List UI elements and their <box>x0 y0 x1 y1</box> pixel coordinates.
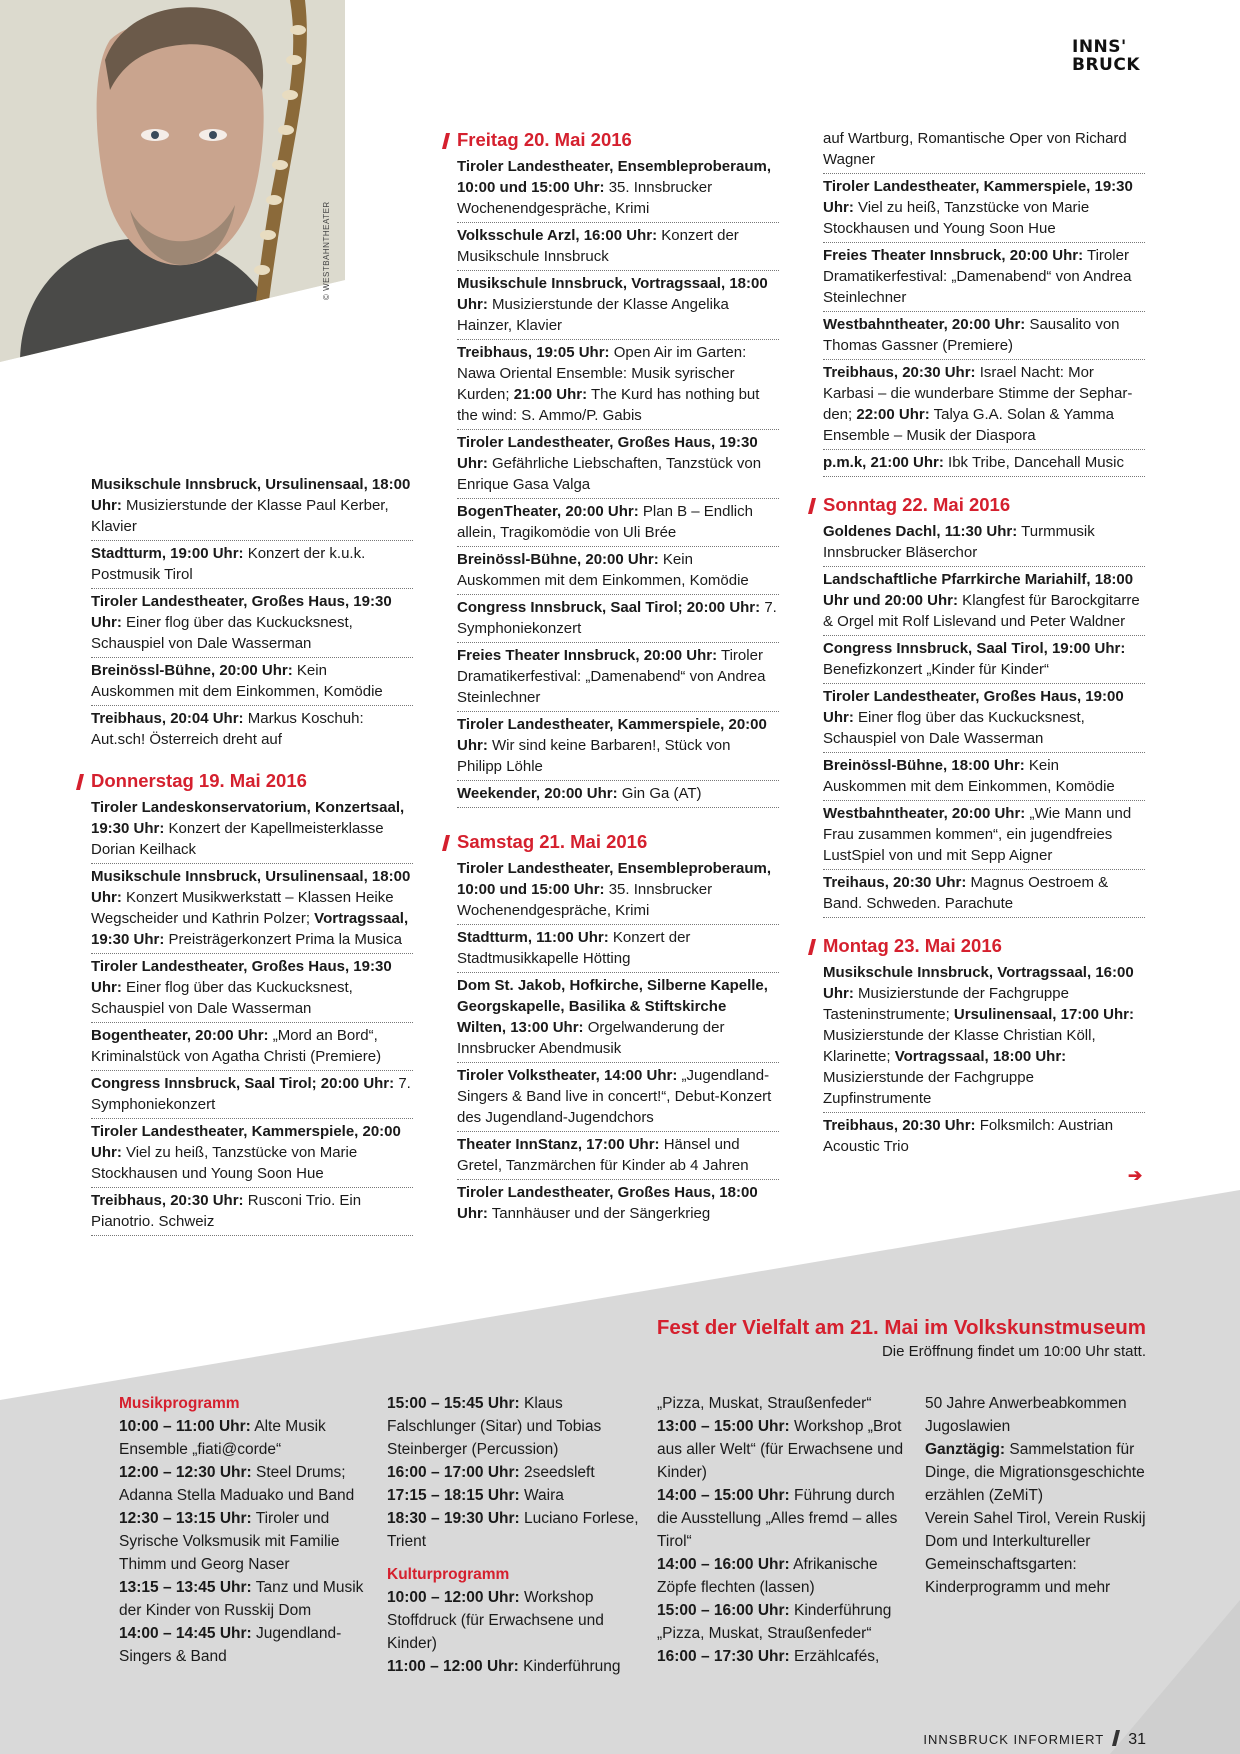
portrait-photo <box>0 0 345 362</box>
event-entry: Tiroler Landestheater, Kammerspiele, 20:00 Uhr: Viel zu heiß, Tanzstücke von Marie Stockhausen und Young Soon Hue <box>91 1119 413 1188</box>
program-item: 13:00 – 15:00 Uhr: Workshop „Brot aus aller Welt“ (für Erwachsene und Kinder) <box>657 1418 904 1481</box>
event-entry: Congress Innsbruck, Saal Tirol; 20:00 Uhr: 7. Symphoniekonzert <box>457 595 779 643</box>
program-item: 12:30 – 13:15 Uhr: Tiroler und Syrische Volksmusik mit Familie Thimm und Georg Naser <box>119 1510 340 1573</box>
fest-column-3 <box>657 1392 917 1668</box>
program-item: „Pizza, Muskat, Straußenfeder“ <box>657 1395 872 1412</box>
event-column-2 <box>457 128 779 1227</box>
event-entry: Treibhaus, 20:04 Uhr: Markus Koschuh: Aut.sch! Österreich dreht auf <box>91 710 364 748</box>
program-item: 12:00 – 12:30 Uhr: Steel Drums; Adanna Stella Maduako und Band <box>119 1464 355 1504</box>
program-item: 11:00 – 12:00 Uhr: Kinderführung <box>387 1658 621 1675</box>
program-item: 14:00 – 15:00 Uhr: Führung durch die Ausstellung „Alles fremd – alles Tirol“ <box>657 1487 898 1550</box>
program-item: 18:30 – 19:30 Uhr: Luciano Forlese, Trient <box>387 1510 639 1550</box>
event-entry: Musikschule Innsbruck, Vortragssaal, 16:00 Uhr: Musizierstunde der Fachgruppe Tasteninstrumente; Ursulinensaal, 17:00 Uhr: Musizierstunde der Klasse Christian Köll, Klarinette; Vortragssaal, 18:00 Uhr: Musizierstunde der Fachgruppe Zupfinstrumente <box>823 960 1145 1113</box>
event-entry: auf Wartburg, Romantische Oper von Richard Wagner <box>823 126 1145 174</box>
event-entry: Musikschule Innsbruck, Vortragssaal, 18:00 Uhr: Musizierstunde der Klasse Angelika Hainzer, Klavier <box>457 271 779 340</box>
day-heading-friday: Freitag 20. Mai 2016 <box>444 128 779 152</box>
event-entry: Tiroler Landestheater, Kammerspiele, 20:00 Uhr: Wir sind keine Barbaren!, Stück von Philipp Löhle <box>457 712 779 781</box>
event-entry: Treihaus, 20:30 Uhr: Magnus Oestroem & Band. Schweden. Parachute <box>823 870 1145 918</box>
event-entry: Weekender, 20:00 Uhr: Gin Ga (AT) <box>457 781 779 808</box>
event-entry: Treibhaus, 20:30 Uhr: Rusconi Trio. Ein Pianotrio. Schweiz <box>91 1188 413 1236</box>
program-item: 10:00 – 12:00 Uhr: Workshop Stoffdruck (für Erwachsene und Kinder) <box>387 1589 604 1652</box>
event-entry: p.m.k, 21:00 Uhr: Ibk Tribe, Dancehall Music <box>823 450 1145 477</box>
event-entry: Treibhaus, 20:30 Uhr: Folksmilch: Austrian Acoustic Trio <box>823 1117 1114 1155</box>
section-heading-culture: Kulturprogramm <box>387 1566 510 1583</box>
event-entry: Musikschule Innsbruck, Ursulinensaal, 18:00 Uhr: Konzert Musikwerkstatt – Klassen Heike Wegscheider und Kathrin Polzer; Vortragssaal, 19:30 Uhr: Preisträgerkonzert Prima la Musica <box>91 864 413 954</box>
program-item: 13:15 – 13:45 Uhr: Tanz und Musik der Kinder von Russkij Dom <box>119 1579 364 1619</box>
event-entry: Freies Theater Innsbruck, 20:00 Uhr: Tiroler Dramatikerfestival: „Damenabend“ von Andrea Steinlechner <box>457 643 779 712</box>
event-entry: Tiroler Landestheater, Großes Haus, 19:00 Uhr: Einer flog über das Kuckucksnest, Schauspiel von Dale Wasserman <box>823 684 1145 753</box>
event-entry: Breinössl-Bühne, 20:00 Uhr: Kein Auskommen mit dem Einkommen, Komödie <box>91 658 413 706</box>
program-item: 15:00 – 16:00 Uhr: Kinderführung „Pizza, Muskat, Straußenfeder“ <box>657 1602 892 1642</box>
event-entry: Tiroler Landestheater, Ensembleproberaum, 10:00 und 15:00 Uhr: 35. Innsbrucker Wochenendgespräche, Krimi <box>457 154 779 223</box>
event-entry: Tiroler Volkstheater, 14:00 Uhr: „Jugendland-Singers & Band live in concert!“, Debut-Konzert des Jugendland-Jugendchors <box>457 1063 779 1132</box>
page-footer <box>923 1730 1146 1749</box>
event-entry: Treibhaus, 20:30 Uhr: Israel Nacht: Mor Karbasi – die wunderbare Stimme der Sepharden; 22:00 Uhr: Talya G.A. Solan & Yamma Ensemble – Musik der Diaspora <box>823 360 1145 450</box>
program-item: Verein Sahel Tirol, Verein Ruskij Dom und Interkultureller Gemeinschaftsgarten: Kinderprogramm und mehr <box>925 1510 1146 1596</box>
program-item: 17:15 – 18:15 Uhr: Waira <box>387 1487 564 1504</box>
event-entry: Dom St. Jakob, Hofkirche, Silberne Kapelle, Georgskapelle, Basilika & Stiftskirche Wilten, 13:00 Uhr: Orgelwanderung der Innsbrucker Abendmusik <box>457 973 779 1063</box>
event-entry: Tiroler Landestheater, Großes Haus, 18:00 Uhr: Tannhäuser und der Sängerkrieg <box>457 1184 758 1222</box>
program-item: 16:00 – 17:00 Uhr: 2seedsleft <box>387 1464 595 1481</box>
program-item: 50 Jahre Anwerbeabkommen Jugoslawien <box>925 1395 1127 1435</box>
section-heading-music: Musikprogramm <box>119 1395 240 1412</box>
event-entry: Bogentheater, 20:00 Uhr: „Mord an Bord“, Kriminalstück von Agatha Christi (Premiere) <box>91 1023 413 1071</box>
event-entry: Tiroler Landeskonservatorium, Konzertsaal, 19:30 Uhr: Konzert der Kapellmeisterklasse Dorian Keilhack <box>91 795 413 864</box>
event-entry: Goldenes Dachl, 11:30 Uhr: Turmmusik Innsbrucker Bläserchor <box>823 519 1145 567</box>
event-entry: Westbahntheater, 20:00 Uhr: Sausalito von Thomas Gassner (Premiere) <box>823 312 1145 360</box>
event-entry: Tiroler Landestheater, Großes Haus, 19:30 Uhr: Gefährliche Liebschaften, Tanzstück von Enrique Gasa Valga <box>457 430 779 499</box>
event-entry: Westbahntheater, 20:00 Uhr: „Wie Mann und Frau zusammen kommen“, ein jugendfreies LustSpiel von und mit Sepp Aigner <box>823 801 1145 870</box>
fest-column-1 <box>119 1392 379 1668</box>
event-entry: Tiroler Landestheater, Ensembleproberaum, 10:00 und 15:00 Uhr: 35. Innsbrucker Wochenendgespräche, Krimi <box>457 856 779 925</box>
day-heading-monday: Montag 23. Mai 2016 <box>810 934 1145 958</box>
footer-label: INNSBRUCK INFORMIERT <box>923 1732 1105 1747</box>
event-entry: Musikschule Innsbruck, Ursulinensaal, 18:00 Uhr: Musizierstunde der Klasse Paul Kerber, Klavier <box>91 472 413 541</box>
event-entry: Congress Innsbruck, Saal Tirol, 19:00 Uhr: Benefizkonzert „Kinder für Kinder“ <box>823 636 1145 684</box>
event-entry: Freies Theater Innsbruck, 20:00 Uhr: Tiroler Dramatikerfestival: „Damenabend“ von Andrea Steinlechner <box>823 243 1145 312</box>
event-column-1 <box>91 472 413 1236</box>
program-item: 14:00 – 16:00 Uhr: Afrikanische Zöpfe flechten (lassen) <box>657 1556 878 1596</box>
event-entry: Stadtturm, 19:00 Uhr: Konzert der k.u.k. Postmusik Tirol <box>91 541 413 589</box>
event-entry: Treibhaus, 19:05 Uhr: Open Air im Garten: Nawa Oriental Ensemble: Musik syrischer Kurden; 21:00 Uhr: The Kurd has nothing but the wind: S. Ammo/P. Gabis <box>457 340 779 430</box>
event-entry: Breinössl-Bühne, 18:00 Uhr: Kein Auskommen mit dem Einkommen, Komödie <box>823 753 1145 801</box>
fest-column-2 <box>387 1392 647 1678</box>
footer-slash <box>1112 1730 1120 1746</box>
event-entry: Tiroler Landestheater, Großes Haus, 19:30 Uhr: Einer flog über das Kuckucksnest, Schauspiel von Dale Wasserman <box>91 589 413 658</box>
event-entry: Theater InnStanz, 17:00 Uhr: Hänsel und Gretel, Tanzmärchen für Kinder ab 4 Jahren <box>457 1132 779 1180</box>
day-heading-sunday: Sonntag 22. Mai 2016 <box>810 493 1145 517</box>
program-item: 10:00 – 11:00 Uhr: Alte Musik Ensemble „fiati@corde“ <box>119 1418 326 1458</box>
fest-column-4 <box>925 1392 1175 1599</box>
event-entry: Tiroler Landestheater, Großes Haus, 19:30 Uhr: Einer flog über das Kuckucksnest, Schauspiel von Dale Wasserman <box>91 954 413 1023</box>
event-entry: Landschaftliche Pfarrkirche Mariahilf, 18:00 Uhr und 20:00 Uhr: Klangfest für Barockgitarre & Orgel mit Rolf Lislevand und Peter Waldner <box>823 567 1145 636</box>
event-entry: Breinössl-Bühne, 20:00 Uhr: Kein Auskommen mit dem Einkommen, Komödie <box>457 547 779 595</box>
day-heading-thursday: Donnerstag 19. Mai 2016 <box>78 769 413 793</box>
program-item: Ganztägig: Sammelstation für Dinge, die Migrationsgeschichte erzählen (ZeMiT) <box>925 1441 1145 1504</box>
fest-subtitle: Die Eröffnung findet um 10:00 Uhr statt. <box>881 1343 1146 1360</box>
photo-credit: © WESTBAHNTHEATER <box>322 201 331 300</box>
logo-line1: INNS' <box>1072 37 1127 57</box>
fest-title: Fest der Vielfalt am 21. Mai im Volkskunstmuseum <box>656 1316 1146 1339</box>
program-item: 16:00 – 17:30 Uhr: Erzählcafés, <box>657 1648 880 1665</box>
innsbruck-logo[interactable] <box>1072 38 1140 74</box>
program-item: 14:00 – 14:45 Uhr: Jugendland-Singers & Band <box>119 1625 342 1665</box>
day-heading-saturday: Samstag 21. Mai 2016 <box>444 830 779 854</box>
event-entry: BogenTheater, 20:00 Uhr: Plan B – Endlich allein, Tragikomödie von Uli Brée <box>457 499 779 547</box>
program-item: 15:00 – 15:45 Uhr: Klaus Falschlunger (Sitar) und Tobias Steinberger (Percussion) <box>387 1395 602 1458</box>
event-entry: Tiroler Landestheater, Kammerspiele, 19:30 Uhr: Viel zu heiß, Tanzstücke von Marie Stockhausen und Young Soon Hue <box>823 174 1145 243</box>
continue-arrow-icon[interactable]: ➔ <box>1128 1166 1143 1185</box>
logo-line2: BRUCK <box>1072 55 1141 75</box>
event-column-3 <box>823 126 1145 1160</box>
event-entry: Volksschule Arzl, 16:00 Uhr: Konzert der Musikschule Innsbruck <box>457 223 779 271</box>
page-number: 31 <box>1128 1731 1146 1748</box>
event-entry: Congress Innsbruck, Saal Tirol; 20:00 Uhr: 7. Symphoniekonzert <box>91 1071 413 1119</box>
event-entry: Stadtturm, 11:00 Uhr: Konzert der Stadtmusikkapelle Hötting <box>457 925 779 973</box>
